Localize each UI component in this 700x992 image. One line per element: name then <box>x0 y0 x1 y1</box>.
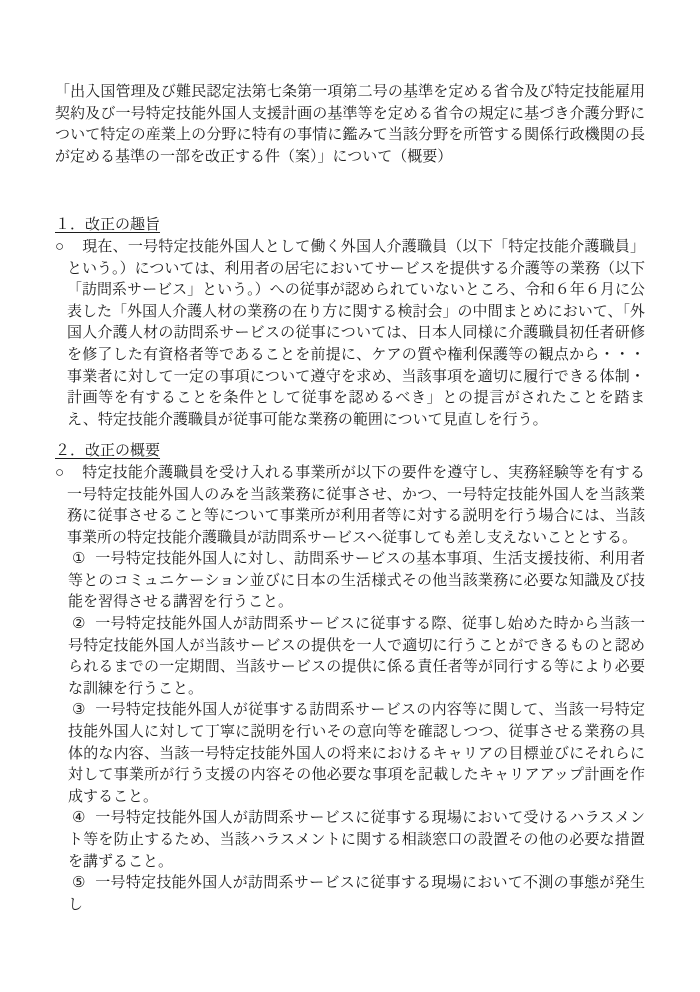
list-item-1 <box>55 549 645 614</box>
section-2-paragraph <box>55 463 645 549</box>
section-1-paragraph-text: 現在、一号特定技能外国人として働く外国人介護職員（以下「特定技能介護職員」という。）については、利用者の居宅においてサービスを提供する介護等の業務（以下「訪問系サービス」という。）への従事が認められていないところ、令和６年６月に公表した「外国人介護人材の業務の在り方に関する検討会」の中間まとめにおいて、「外国人介護人材の訪問系サービスの従事については、日本人同様に介護職員初任者研修を修了した有資格者等であることを前提に、ケアの質や権利保護等の観点から・・・事業者に対して一定の事項について遵守を求め、当該事項を適切に履行できる体制・計画等を有することを条件として従事を認めるべき」との提言がされたことを踏まえ、特定技能介護職員が従事可能な業務の範囲について見直しを行う。 <box>67 238 645 428</box>
list-item-1-text: 一号特定技能外国人に対し、訪問系サービスの基本事項、生活支援技術、利用者等とのコミュニケーション並びに日本の生活様式その他当該業務に必要な知識及び技能を習得させる講習を行うこと。 <box>68 551 645 611</box>
section-2-heading: ２．改正の概要 <box>55 443 161 460</box>
list-item-3 <box>55 700 645 808</box>
circle-marker: ○ <box>55 464 65 481</box>
document-title: 「出入国管理及び難民認定法第七条第一項第二号の基準を定める省令及び特定技能雇用契約及び一号特定技能外国人支援計画の基準等を定める省令の規定に基づき介護分野について特定の産業上の分野に特有の事情に鑑みて当該分野を所管する関係行政機関の長が定める基準の一部を改正する件（案）」について（概要） <box>55 84 645 165</box>
circle-marker: ○ <box>55 238 65 255</box>
list-item-5-text: 一号特定技能外国人が訪問系サービスに従事する現場において不測の事態が発生し <box>68 875 645 913</box>
list-item-4-text: 一号特定技能外国人が訪問系サービスに従事する現場において受けるハラスメント等を防止するため、当該ハラスメントに関する相談窓口の設置その他の必要な措置を講ずること。 <box>68 810 645 870</box>
circled-number-2-marker: ② <box>72 616 86 633</box>
list-item-2 <box>55 614 645 700</box>
list-item-4 <box>55 808 645 873</box>
section-kaisei-no-shushi <box>55 215 645 431</box>
section-1-heading: １．改正の趣旨 <box>55 217 161 234</box>
list-item-3-text: 一号特定技能外国人が従事する訪問系サービスの内容等に関して、当該一号特定技能外国人に対して丁寧に説明を行いその意向等を確認しつつ、従事させる業務の具体的な内容、当該一号特定技能外国人の将来におけるキャリアの目標並びにそれらに対して事業所が行う支援の内容その他必要な事項を記載したキャリアアップ計画を作成すること。 <box>68 702 645 805</box>
circled-number-1-marker: ① <box>72 551 86 568</box>
circled-number-5-marker: ⑤ <box>72 875 86 892</box>
circled-number-4-marker: ④ <box>72 810 86 827</box>
list-item-5 <box>55 873 645 916</box>
section-2-paragraph-text: 特定技能介護職員を受け入れる事業所が以下の要件を遵守し、実務経験等を有する一号特定技能外国人のみを当該業務に従事させ、かつ、一号特定技能外国人を当該業務に従事させること等について事業所が利用者等に対する説明を行う場合には、当該事業所の特定技能介護職員が訪問系サービスへ従事しても差し支えないこととする。 <box>67 464 645 546</box>
section-1-paragraph <box>55 237 645 431</box>
list-item-2-text: 一号特定技能外国人が訪問系サービスに従事する際、従事し始めた時から当該一号特定技能外国人が当該サービスの提供を一人で適切に行うことができるものと認められるまでの一定期間、当該サービスの提供に係る責任者等が同行する等により必要な訓練を行うこと。 <box>68 616 645 697</box>
section-kaisei-no-gaiyou <box>55 441 645 916</box>
circled-number-3-marker: ③ <box>72 702 86 719</box>
